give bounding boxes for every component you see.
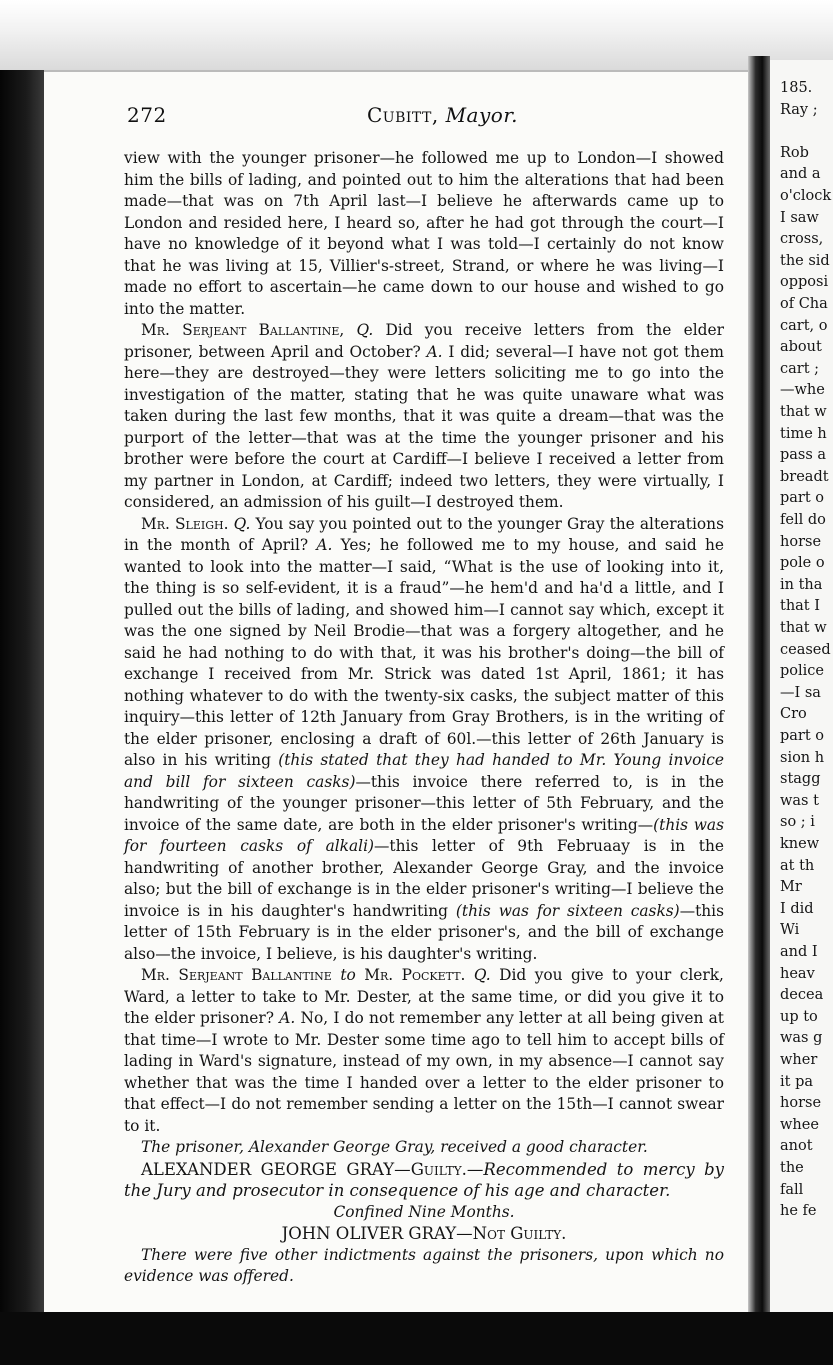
facing-page-line: of Cha xyxy=(780,296,828,312)
question-text: You say you pointed out to the younger Gray the alterations in the month of April? xyxy=(124,514,724,554)
paragraph-ballantine-examination xyxy=(124,320,724,514)
answer-marker: A. xyxy=(279,1009,296,1027)
book-page-right xyxy=(770,60,833,1313)
facing-page-line: sion h xyxy=(780,749,825,766)
answer-marker: A. xyxy=(316,536,333,554)
facing-page-line: pass a xyxy=(780,447,827,464)
facing-page-line: heav xyxy=(780,965,815,982)
facing-page-line: 185. xyxy=(780,80,813,96)
facing-page-line: Wi xyxy=(780,922,800,939)
connector-word: to xyxy=(340,966,356,984)
facing-page-line: —I sa xyxy=(780,684,821,701)
facing-page-line: in tha xyxy=(780,576,823,593)
character-statement: The prisoner, Alexander George Gray, received a good character. xyxy=(141,1138,648,1156)
facing-page-line: cart ; xyxy=(780,360,820,377)
facing-page-line: so ; i xyxy=(780,814,815,831)
facing-page-line: o'clock xyxy=(780,188,832,204)
book-binding-edge xyxy=(0,70,44,1365)
page-header xyxy=(127,103,727,133)
running-title xyxy=(367,103,518,127)
facing-page-line: time h xyxy=(780,425,827,442)
witness-name: Mr. Pockett. xyxy=(364,966,466,984)
facing-page-line: fall xyxy=(780,1181,804,1198)
answer-text: —this invoice there referred to, is in the handwriting of the younger prisoner—this letter of 5th February, and the invoice of the same date, are both in the elder prisoner's writing— xyxy=(124,772,724,834)
italic-note: (this was for sixteen casks) xyxy=(455,901,680,920)
facing-page-line: it pa xyxy=(780,1073,814,1090)
facing-page-line: opposi xyxy=(780,274,829,291)
verdict-result: Not Guilty. xyxy=(472,1224,567,1243)
speaker-name: Mr. Sleigh. xyxy=(141,514,229,533)
scan-top-margin xyxy=(0,0,833,74)
facing-page-line: police xyxy=(780,663,824,680)
facing-page-line: fell do xyxy=(780,512,826,528)
facing-page-line: about xyxy=(780,339,822,356)
facing-page-line: and I xyxy=(780,944,818,960)
facing-page-line: wher xyxy=(780,1052,818,1068)
paragraph-sleigh-examination xyxy=(124,514,724,966)
facing-page-line: pole o xyxy=(780,555,825,572)
answer-text: I did; several—I have not got them here—they are destroyed—they were letters soliciting me to go into the investigation of the matter, stating that he was quite unaware what was taken during the last few months, that it was quite a dream—that was the purport of the letter—that was at the time the younger prisoner and his brother were before the court at Cardiff—I believe I received a letter from my partner in London, at Cardiff; indeed two letters, they were virtually, I considered, an admission of his guilt—I destroyed them. xyxy=(124,342,724,511)
facing-page-line: and a xyxy=(780,166,821,183)
facing-page-line: anot xyxy=(780,1138,813,1155)
facing-page-line: stagg xyxy=(780,771,821,788)
facing-page-line: horse xyxy=(780,533,822,550)
running-title-role: Mayor. xyxy=(445,103,519,127)
facing-page-line: that w xyxy=(780,404,827,420)
facing-page-line: Cro xyxy=(780,706,807,723)
facing-page-line: horse xyxy=(780,1095,822,1112)
facing-page-line: that w xyxy=(780,620,827,636)
italic-note: (this stated that they had handed to Mr. Young invoice and bill for sixteen casks) xyxy=(124,751,724,791)
closing-note: There were five other indictments against the prisoners, upon which no evidence was offered. xyxy=(124,1245,724,1285)
question-text: Did you give to your clerk, Ward, a letter to take to Mr. Dester, at the same time, or did you give it to the elder prisoner? xyxy=(124,966,724,1027)
answer-text: —this letter of 15th February is in the elder prisoner's, and the bill of exchange also—the invoice, I believe, is his daughter's writing. xyxy=(124,901,724,963)
facing-page-line: up to xyxy=(780,1008,818,1025)
facing-page-line: breadt xyxy=(780,468,829,485)
facing-page-line: —whe xyxy=(780,382,825,399)
scan-bottom-margin xyxy=(0,1312,833,1365)
facing-page-line: was g xyxy=(780,1030,823,1047)
answer-text: —this letter of 9th Februaay is in the handwriting of another brother, Alexander George Gray, and the invoice also; but the bill of exchange is in the elder prisoner's writing—I believe the invoice is in his daughter's handwriting xyxy=(124,837,724,920)
facing-page-line: ceased xyxy=(780,641,831,658)
facing-page-line: part o xyxy=(780,490,825,507)
verdict-result: Guilty. xyxy=(410,1159,467,1179)
facing-page-line: I did xyxy=(780,900,814,917)
defendant-name: ALEXANDER GEORGE GRAY— xyxy=(141,1159,411,1179)
sentence: Confined Nine Months. xyxy=(333,1202,515,1221)
page-body xyxy=(124,148,724,1288)
facing-page-line: cross, xyxy=(780,231,824,248)
facing-page-line: part o xyxy=(780,728,825,744)
question-text: Did you receive letters from the elder prisoner, between April and October? xyxy=(124,321,724,361)
book-gutter xyxy=(748,56,770,1316)
answer-text: Yes; he followed me to my house, and said he wanted to look into the matter—I said, “What is the use of looking into it, the thing is so self-evident, it is a fraud”—he hem'd and ha'd a little, and I pulled out the bills of lading, and showed him—I cannot say which, except it was the one signed by Neil Brodie—that was a forgery altogether, and he said he had nothing to do with that, it was his brother's doing—the bill of exchange I received from Mr. Strick was dated 1st April, 1861; it has nothing whatever to do with the twenty-six casks, the subject matter of this inquiry—this letter of 12th January from Gray Brothers, is in the writing of the elder prisoner, enclosing a draft of 60l.—this letter of 26th January is also in his writing xyxy=(124,536,724,769)
page-number: 272 xyxy=(127,103,167,127)
answer-text: No, I do not remember any letter at all being given at that time—I wrote to Mr. Dester some time ago to tell him to accept bills of lading in Ward's signature, instead of my own, in my absence—I cannot say whether that was the time I handed over a letter to the elder prisoner to that effect—I do not remember sending a letter on the 15th—I cannot swear to it. xyxy=(124,1009,724,1135)
facing-page-line: that I xyxy=(780,598,820,615)
verdict-john xyxy=(124,1223,724,1245)
paragraph-continuation: view with the younger prisoner—he followed me up to London—I showed him the bills of lading, and pointed out to him the alterations that had been made—that was on 7th April last—I believe he afterwards came up to London and resided here, I heard so, after he had got through the court—I have no knowledge of it beyond what I was told—I certainly do not know that he was living at 15, Villier's-street, Strand, or where he was living—I made no effort to ascertain—he came down to our house and wished to go into the matter. xyxy=(124,149,724,318)
facing-page-line: the sid xyxy=(780,252,830,269)
italic-note: (this was for fourteen casks of alkali) xyxy=(124,815,724,855)
facing-page-line: Mr xyxy=(780,879,802,896)
paragraph-pockett-examination xyxy=(124,965,724,1137)
facing-page-line: knew xyxy=(780,836,820,852)
question-marker: Q. xyxy=(233,514,251,533)
facing-page-line: he fe xyxy=(780,1203,817,1220)
facing-page-line: cart, o xyxy=(780,317,828,334)
facing-page-line: at th xyxy=(780,857,815,874)
answer-marker: A. xyxy=(426,342,443,361)
facing-page-line: I saw xyxy=(780,209,819,226)
defendant-name: JOHN OLIVER GRAY— xyxy=(281,1224,473,1243)
facing-page-line: the xyxy=(780,1160,804,1176)
running-title-name: Cubitt, xyxy=(367,103,439,127)
recommendation: —Recommended to mercy by the Jury and prosecutor in consequence of his age and character. xyxy=(124,1159,724,1200)
speaker-name: Mr. Serjeant Ballantine, xyxy=(141,321,345,339)
facing-page-line: was t xyxy=(780,792,819,809)
facing-page-line: decea xyxy=(780,987,824,1004)
question-marker: Q. xyxy=(473,966,491,984)
facing-page-line: Ray ; xyxy=(780,101,818,118)
facing-page-line: whee xyxy=(780,1116,819,1133)
facing-page-line: Rob xyxy=(780,144,809,161)
verdict-alexander xyxy=(124,1159,724,1202)
speaker-name: Mr. Serjeant Ballantine xyxy=(141,966,332,984)
question-marker: Q. xyxy=(356,321,374,339)
